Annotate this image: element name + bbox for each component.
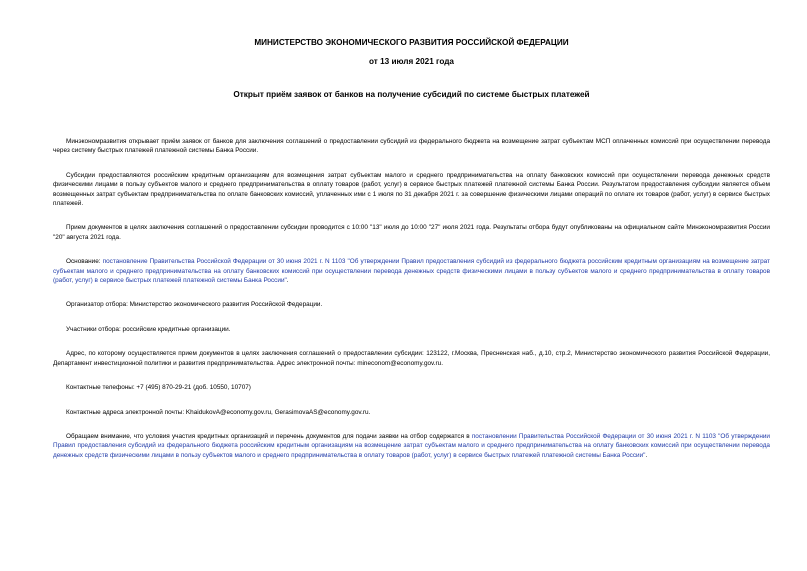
paragraph-organizer: Организатор отбора: Министерство экономического развития Российской Федерации. (66, 301, 323, 309)
paragraph-intro: Минэкономразвития открывает приём заявок от банков для заключения соглашений о предоставлении субсидий из федерального бюджета на возмещение затрат субъектам МСП оплаченных комиссий при осуществлении перевода через систему быстрых платежей платежной системы Банка России. (53, 138, 770, 155)
attention-suffix: . (645, 451, 648, 459)
basis-suffix: . (286, 277, 289, 285)
basis-resolution-link[interactable]: постановление Правительства Российской Федерации от 30 июня 2021 г. N 1103 "Об утверждении Правил предоставления субсидий из федерального бюджета российским кредитным организациям на возмещение затрат субъектам малого и среднего предпринимательства на оплату банковских комиссий при осуществлении перевода денежных средств физическими лицами в пользу субъектов малого и среднего предпринимательства в оплату товаров (работ, услуг) в сервисе быстрых платежей платежной системы Банка России" (53, 258, 770, 285)
paragraph-acceptance-period: Прием документов в целях заключения соглашений о предоставлении субсидии проводится с 10:00 "13" июля до 10:00 "27" июля 2021 года. Результаты отбора будут опубликованы на официальном сайте Минэкономразвития России "20" августа 2021 года. (53, 224, 770, 241)
ministry-heading: МИНИСТЕРСТВО ЭКОНОМИЧЕСКОГО РАЗВИТИЯ РОССИЙСКОЙ ФЕДЕРАЦИИ (254, 38, 569, 47)
basis-prefix: Основание: (66, 258, 103, 266)
paragraph-basis (53, 257, 770, 285)
attention-prefix: Обращаем внимание, что условия участия кредитных организаций и перечень документов для подачи заявки на отбор содержатся в (66, 432, 472, 440)
paragraph-phones: Контактные телефоны: +7 (495) 870-29-21 (доб. 10550, 10707) (66, 384, 251, 392)
attention-resolution-link[interactable]: постановлении Правительства Российской Федерации от 30 июня 2021 г. N 1103 "Об утверждении Правил предоставления субсидий из федерального бюджета российским кредитным организациям на возмещение затрат субъектам малого и среднего предпринимательства на оплату банковских комиссий при осуществлении перевода денежных средств физическими лицами в пользу субъектов малого и среднего предпринимательства в оплату товаров (работ, услуг) в сервисе быстрых платежей платежной системы Банка России" (53, 432, 770, 459)
paragraph-attention (53, 432, 770, 460)
document-date: от 13 июля 2021 года (369, 57, 454, 66)
paragraph-emails: Контактные адреса электронной почты: KhaidukovA@economy.gov.ru, GerasimovaAS@economy.gov.ru. (66, 408, 371, 416)
document-body (53, 137, 770, 460)
document-title: Открыт приём заявок от банков на получение субсидий по системе быстрых платежей (233, 90, 590, 99)
paragraph-participants: Участники отбора: российские кредитные организации. (66, 325, 231, 333)
paragraph-subsidy-purpose: Субсидии предоставляются российским кредитным организациям для возмещения затрат субъектам малого и среднего предпринимательства на оплату банковских комиссий при осуществлении перевода денежных средств физическими лицами в пользу субъектов малого и среднего предпринимательства в оплату товаров (работ, услуг) в сервисе быстрых платежей платежной системы Банка России. Результатом предоставления субсидии является объем возмещенных затрат субъектам предпринимательства по оплате банковских комиссий, уплаченных ими с 1 июля по 31 декабря 2021 г. за совершение физическими лицами операций по оплате их товаров (работ, услуг) в сервисе быстрых платежей. (53, 171, 770, 208)
paragraph-address: Адрес, по которому осуществляется прием документов в целях заключения соглашений о предоставлении субсидии: 123122, г.Москва, Пресненская наб., д.10, стр.2, Министерство экономического развития Российской Федерации, Департамент инвестиционной политики и развития предпринимательства. Адрес электронной почты: mineconom@economy.gov.ru. (53, 350, 770, 367)
